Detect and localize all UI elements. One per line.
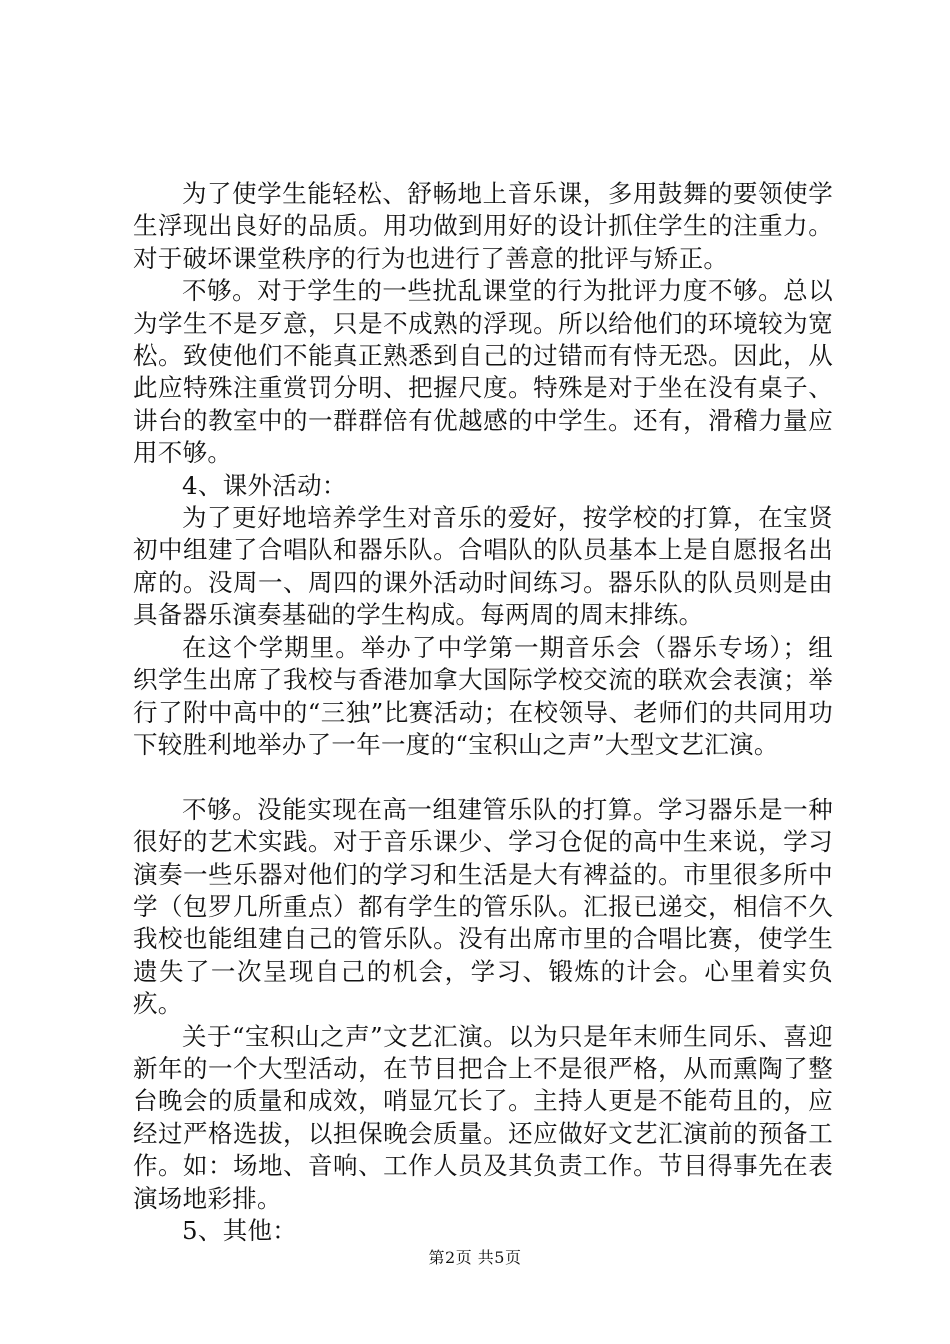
- paragraph-classroom-methods: 为了使学生能轻松、舒畅地上音乐课，多用鼓舞的要领使学生浮现出良好的品质。用功做到用好的设计抓住学生的注重力。对于破坏课堂秩序的行为也进行了善意的批评与矫正。: [133, 179, 833, 273]
- section-heading-other: 5、其他：: [182, 1215, 298, 1245]
- document-body: [133, 178, 833, 1247]
- section-heading-extracurricular: 4、课外活动：: [182, 470, 347, 500]
- paragraph-shortcomings-wind-band: 不够。没能实现在高一组建管乐队的打算。学习器乐是一种很好的艺术实践。对于音乐课少、学习仓促的高中生来说，学习演奏一些乐器对他们的学习和生活是大有裨益的。市里很多所中学（包罗几所重点）都有学生的管乐队。汇报已递交，相信不久我校也能组建自己的管乐队。没有出席市里的合唱比赛，使学生遗失了一次呈现自己的机会，学习、锻炼的计会。心里着实负疚。: [133, 794, 833, 1019]
- paragraph-gala-review: 关于“宝积山之声”文艺汇演。以为只是年末师生同乐、喜迎新年的一个大型活动，在节目把合上不是很严格，从而熏陶了整台晚会的质量和成效，哨显冗长了。主持人更是不能苟且的，应经过严格选拔，以担保晚会质量。还应做好文艺汇演前的预备工作。如：场地、音响、工作人员及其负责工作。节目得事先在表演场地彩排。: [133, 1021, 833, 1213]
- paragraph-semester-events: 在这个学期里。举办了中学第一期音乐会（器乐专场）；组织学生出席了我校与香港加拿大国际学校交流的联欢会表演；举行了附中高中的“三独”比赛活动；在校领导、老师们的共同用功下较胜利地举办了一年一度的“宝积山之声”大型文艺汇演。: [133, 632, 833, 759]
- page-number-footer: 第2页 共5页: [428, 1248, 522, 1267]
- blank-line: [133, 761, 833, 793]
- paragraph-choir-band: 为了更好地培养学生对音乐的爱好，按学校的打算，在宝贤初中组建了合唱队和器乐队。合唱队的队员基本上是自愿报名出席的。没周一、周四的课外活动时间练习。器乐队的队员则是由具备器乐演奏基础的学生构成。每两周的周末排练。: [133, 503, 833, 630]
- paragraph-shortcomings-discipline: 不够。对于学生的一些扰乱课堂的行为批评力度不够。总以为学生不是歹意，只是不成熟的浮现。所以给他们的环境较为宽松。致使他们不能真正熟悉到自己的过错而有恃无恐。因此，从此应特殊注重赏罚分明、把握尺度。特殊是对于坐在没有桌子、讲台的教室中的一群群倍有优越感的中学生。还有，滑稽力量应用不够。: [133, 276, 833, 468]
